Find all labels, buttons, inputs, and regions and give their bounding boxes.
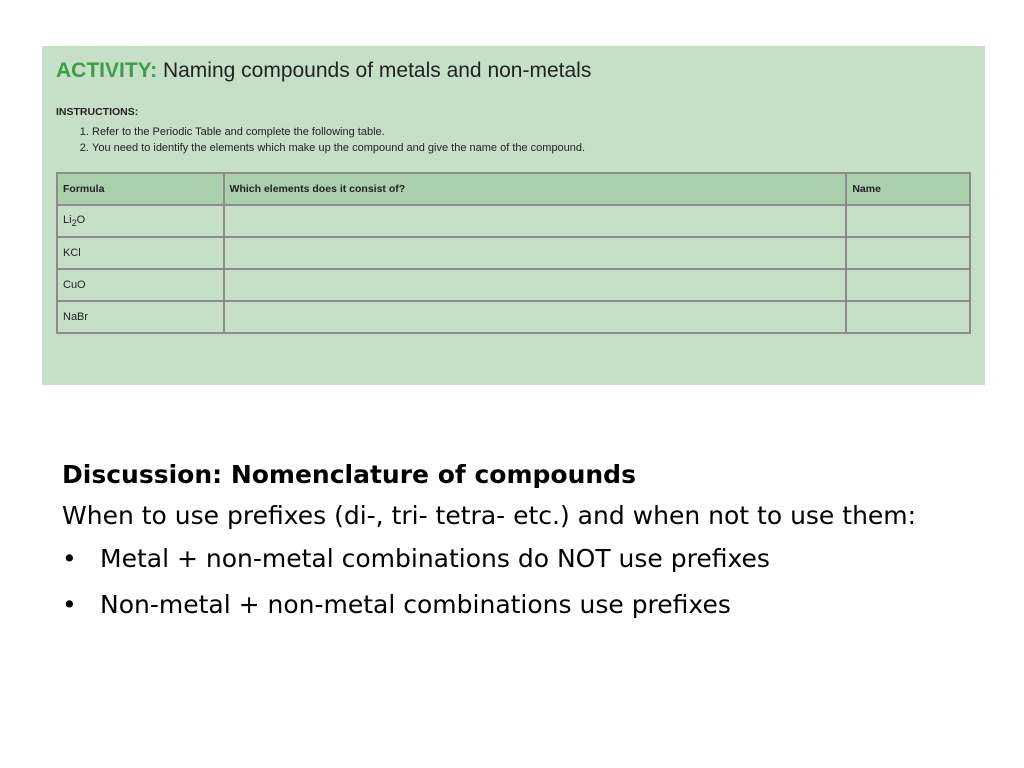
bullet-text: Non-metal + non-metal combinations use prefixes xyxy=(100,590,731,619)
activity-title xyxy=(56,58,971,84)
table-row xyxy=(57,237,970,269)
header-name: Name xyxy=(846,173,970,205)
elements-cell[interactable] xyxy=(224,237,847,269)
discussion-intro: When to use prefixes (di-, tri- tetra- etc.) and when not to use them: xyxy=(62,501,917,530)
header-elements: Which elements does it consist of? xyxy=(224,173,847,205)
name-cell[interactable] xyxy=(846,269,970,301)
formula-cell: KCl xyxy=(57,237,224,269)
bullet-icon: • xyxy=(62,590,77,619)
activity-keyword: ACTIVITY: xyxy=(56,59,158,82)
bullet-list xyxy=(62,540,962,624)
list-item xyxy=(62,540,962,578)
table-header-row xyxy=(57,173,970,205)
table-row xyxy=(57,301,970,333)
name-cell[interactable] xyxy=(846,237,970,269)
elements-cell[interactable] xyxy=(224,205,847,237)
table-row xyxy=(57,205,970,237)
elements-cell[interactable] xyxy=(224,269,847,301)
formula-cell: CuO xyxy=(57,269,224,301)
discussion-section xyxy=(62,456,962,632)
compound-table xyxy=(56,172,971,334)
list-item xyxy=(62,586,962,624)
bullet-text: Metal + non-metal combinations do NOT use prefixes xyxy=(100,544,770,573)
activity-title-text: Naming compounds of metals and non-metals xyxy=(157,59,592,82)
instruction-item: 2. You need to identify the elements which make up the compound and give the name of the compound. xyxy=(92,140,971,156)
table-row xyxy=(57,269,970,301)
instructions-heading: INSTRUCTIONS: xyxy=(56,106,139,118)
instruction-item: 1. Refer to the Periodic Table and complete the following table. xyxy=(92,124,971,140)
bullet-icon: • xyxy=(62,544,77,573)
formula-cell: $Li_2O$ xyxy=(57,205,224,237)
instructions-list xyxy=(56,124,971,156)
name-cell[interactable] xyxy=(846,205,970,237)
elements-cell[interactable] xyxy=(224,301,847,333)
activity-panel xyxy=(42,46,985,385)
name-cell[interactable] xyxy=(846,301,970,333)
header-formula: Formula xyxy=(57,173,224,205)
discussion-heading: Discussion: Nomenclature of compounds xyxy=(62,460,636,489)
formula-cell: NaBr xyxy=(57,301,224,333)
